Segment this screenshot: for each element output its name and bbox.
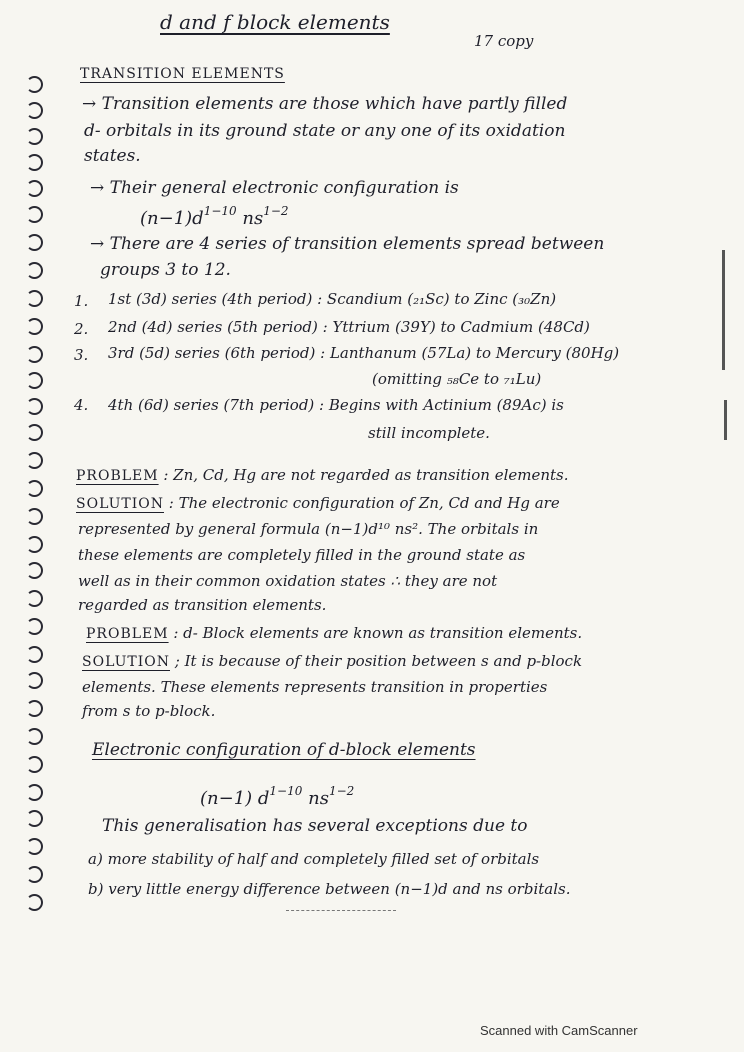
end-rule — [286, 910, 396, 911]
page-title: d and f block elements — [160, 10, 390, 34]
binding-hole-icon — [26, 262, 43, 279]
series-item: 4th (6d) series (7th period) : Begins with Actinium (89Ac) is — [108, 396, 564, 414]
scanner-watermark: Scanned with CamScanner — [480, 1023, 638, 1038]
bullet-point: b) very little energy difference between (n−1)d and ns orbitals. — [88, 880, 571, 898]
scan-mark — [722, 250, 725, 370]
binding-hole-icon — [26, 102, 43, 119]
list-number: 1. — [74, 292, 89, 310]
binding-hole-icon — [26, 372, 43, 389]
binding-hole-icon — [26, 318, 43, 335]
binding-hole-icon — [26, 838, 43, 855]
solution-line — [76, 494, 560, 512]
binding-hole-icon — [26, 234, 43, 251]
binding-hole-icon — [26, 700, 43, 717]
formula-superscript: 1−10 — [269, 784, 303, 798]
binding-hole-icon — [26, 562, 43, 579]
binding-hole-icon — [26, 154, 43, 171]
solution-line: elements. These elements represents transition in properties — [82, 678, 548, 696]
section-heading: TRANSITION ELEMENTS — [80, 66, 285, 82]
binding-hole-icon — [26, 590, 43, 607]
text-line: groups 3 to 12. — [100, 260, 231, 280]
series-item: 2nd (4d) series (5th period) : Yttrium (39Y) to Cadmium (48Cd) — [108, 318, 590, 336]
binding-hole-icon — [26, 810, 43, 827]
text-line: → There are 4 series of transition elements spread between — [90, 234, 605, 254]
question-text: : Zn, Cd, Hg are not regarded as transition elements. — [163, 466, 569, 484]
section-heading: Electronic configuration of d-block elements — [92, 740, 476, 760]
formula-superscript: 1−2 — [263, 204, 289, 218]
solution-line — [82, 652, 582, 670]
series-item: 1st (3d) series (4th period) : Scandium (₂₁Sc) to Zinc (₃₀Zn) — [108, 290, 557, 308]
solution-label: SOLUTION — [82, 654, 170, 670]
solution-line: from s to p-block. — [82, 702, 216, 720]
solution-text: : The electronic configuration of Zn, Cd and Hg are — [168, 494, 560, 512]
solution-line: these elements are completely filled in the ground state as — [78, 546, 526, 564]
text-line: This generalisation has several exceptions due to — [102, 816, 528, 836]
binding-hole-icon — [26, 756, 43, 773]
problem-label: PROBLEM — [76, 468, 159, 484]
formula-superscript: 1−10 — [203, 204, 237, 218]
formula-part: ns — [302, 788, 329, 809]
binding-hole-icon — [26, 480, 43, 497]
text-line: → Transition elements are those which have partly filled — [82, 94, 568, 114]
list-number: 3. — [74, 346, 89, 364]
question-text: : d- Block elements are known as transition elements. — [173, 624, 583, 642]
spiral-binding — [0, 0, 60, 1052]
binding-hole-icon — [26, 536, 43, 553]
general-formula — [200, 784, 354, 809]
binding-hole-icon — [26, 452, 43, 469]
list-number: 2. — [74, 320, 89, 338]
solution-line: represented by general formula (n−1)d¹⁰ ns². The orbitals in — [78, 520, 539, 538]
binding-hole-icon — [26, 346, 43, 363]
binding-hole-icon — [26, 618, 43, 635]
binding-hole-icon — [26, 128, 43, 145]
series-item: 3rd (5d) series (6th period) : Lanthanum (57La) to Mercury (80Hg) — [108, 344, 620, 362]
series-item: (omitting ₅₈Ce to ₇₁Lu) — [372, 370, 542, 388]
binding-hole-icon — [26, 728, 43, 745]
problem-question — [86, 624, 582, 642]
binding-hole-icon — [26, 866, 43, 883]
formula-part: (n−1) d — [200, 788, 270, 809]
binding-hole-icon — [26, 76, 43, 93]
binding-hole-icon — [26, 206, 43, 223]
solution-line: regarded as transition elements. — [78, 596, 327, 614]
text-line: → Their general electronic configuration is — [90, 178, 459, 198]
copy-note: 17 copy — [474, 32, 534, 50]
formula-superscript: 1−2 — [328, 784, 355, 798]
binding-hole-icon — [26, 398, 43, 415]
binding-hole-icon — [26, 290, 43, 307]
solution-line: well as in their common oxidation states ∴ they are not — [78, 572, 498, 590]
formula-part: (n−1)d — [140, 208, 204, 229]
binding-hole-icon — [26, 894, 43, 911]
problem-question — [76, 466, 569, 484]
formula-part: ns — [236, 208, 264, 229]
series-item: still incomplete. — [368, 424, 490, 442]
general-formula — [140, 204, 289, 229]
binding-hole-icon — [26, 508, 43, 525]
bullet-point: a) more stability of half and completely filled set of orbitals — [88, 850, 540, 868]
text-line: states. — [84, 146, 141, 166]
solution-label: SOLUTION — [76, 496, 164, 512]
binding-hole-icon — [26, 672, 43, 689]
text-line: d- orbitals in its ground state or any one of its oxidation — [84, 121, 566, 141]
list-number: 4. — [74, 396, 89, 414]
binding-hole-icon — [26, 424, 43, 441]
solution-text: ; It is because of their position between s and p-block — [174, 652, 583, 670]
binding-hole-icon — [26, 180, 43, 197]
scan-mark — [724, 400, 727, 440]
binding-hole-icon — [26, 784, 43, 801]
binding-hole-icon — [26, 646, 43, 663]
problem-label: PROBLEM — [86, 626, 169, 642]
